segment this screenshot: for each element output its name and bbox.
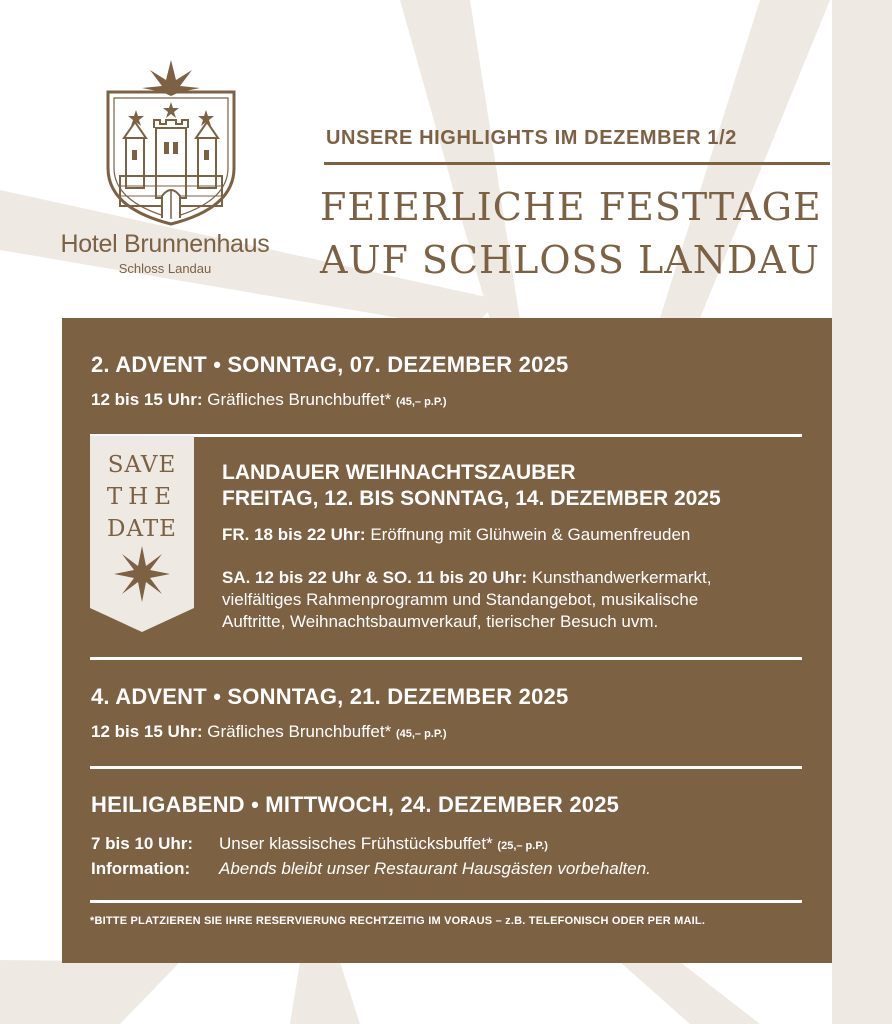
date-label: DATE (107, 516, 177, 542)
events-panel (62, 318, 832, 963)
hotel-name: Hotel Brunnenhaus (60, 230, 270, 258)
advent4-detail (91, 723, 446, 740)
advent2-price: (45,– p.P.) (395, 396, 447, 408)
friday-time: FR. 18 bis 22 Uhr: (222, 525, 366, 544)
heiligabend-breakfast (91, 835, 548, 852)
the-label: THE (106, 484, 178, 510)
save-the-date-ribbon (90, 436, 194, 632)
heiligabend-heading: HEILIGABEND • MITTWOCH, 24. DEZEMBER 2025 (91, 792, 620, 817)
advent2-detail (91, 391, 446, 408)
hotel-crest-logo (96, 58, 246, 228)
star-icon (114, 546, 170, 602)
divider (90, 434, 802, 437)
footnote: *BITTE PLATZIEREN SIE IHRE RESERVIERUNG RECHTZEITIG IM VORAUS – z.B. TELEFONISCH ODER PER MAIL. (90, 915, 706, 927)
info-text: Abends bleibt unser Restaurant Hausgästen vorbehalten. (219, 859, 651, 878)
header-divider (324, 162, 830, 165)
divider (90, 900, 802, 903)
save-label: SAVE (107, 452, 177, 478)
breakfast-time: 7 bis 10 Uhr: (91, 834, 194, 853)
advent4-time: 12 bis 15 Uhr: (91, 722, 203, 741)
friday-text: Eröffnung mit Glühwein & Gaumenfreuden (370, 525, 691, 544)
advent4-heading: 4. ADVENT • SONNTAG, 21. DEZEMBER 2025 (91, 684, 569, 709)
page-title-line2: AUF SCHLOSS LANDAU (320, 238, 820, 282)
page-title-line1: FEIERLICHE FESTTAGE (320, 185, 822, 229)
hotel-subtitle: Schloss Landau (118, 261, 212, 276)
advent4-price: (45,– p.P.) (395, 728, 447, 740)
weekend-time: SA. 12 bis 22 Uhr & SO. 11 bis 20 Uhr: (222, 568, 528, 587)
advent2-heading: 2. ADVENT • SONNTAG, 07. DEZEMBER 2025 (91, 352, 569, 377)
breakfast-text: Unser klassisches Frühstücksbuffet* (219, 834, 493, 853)
advent2-text: Gräfliches Brunchbuffet* (207, 390, 392, 409)
right-decor-strip (832, 0, 892, 1024)
divider (90, 657, 802, 660)
info-label: Information: (91, 859, 191, 878)
weekend-detail (222, 567, 812, 633)
advent2-time: 12 bis 15 Uhr: (91, 390, 203, 409)
weekend-text-2: vielfältiges Rahmenprogramm und Standangebot, musikalische (222, 590, 699, 609)
highlights-kicker: UNSERE HIGHLIGHTS IM DEZEMBER 1/2 (326, 127, 737, 149)
advent4-text: Gräfliches Brunchbuffet* (207, 722, 392, 741)
weekend-text-3: Auftritte, Weihnachtsbaumverkauf, tierischer Besuch uvm. (222, 612, 659, 631)
weihnachtszauber-heading: LANDAUER WEIHNACHTSZAUBER (222, 461, 576, 484)
breakfast-price: (25,– p.P.) (497, 840, 548, 852)
divider (90, 766, 802, 769)
friday-detail (222, 524, 812, 546)
weihnachtszauber-dates: FREITAG, 12. BIS SONNTAG, 14. DEZEMBER 2025 (222, 487, 721, 510)
weekend-text-1: Kunsthandwerkermarkt, (531, 568, 712, 587)
heiligabend-info (91, 860, 651, 877)
